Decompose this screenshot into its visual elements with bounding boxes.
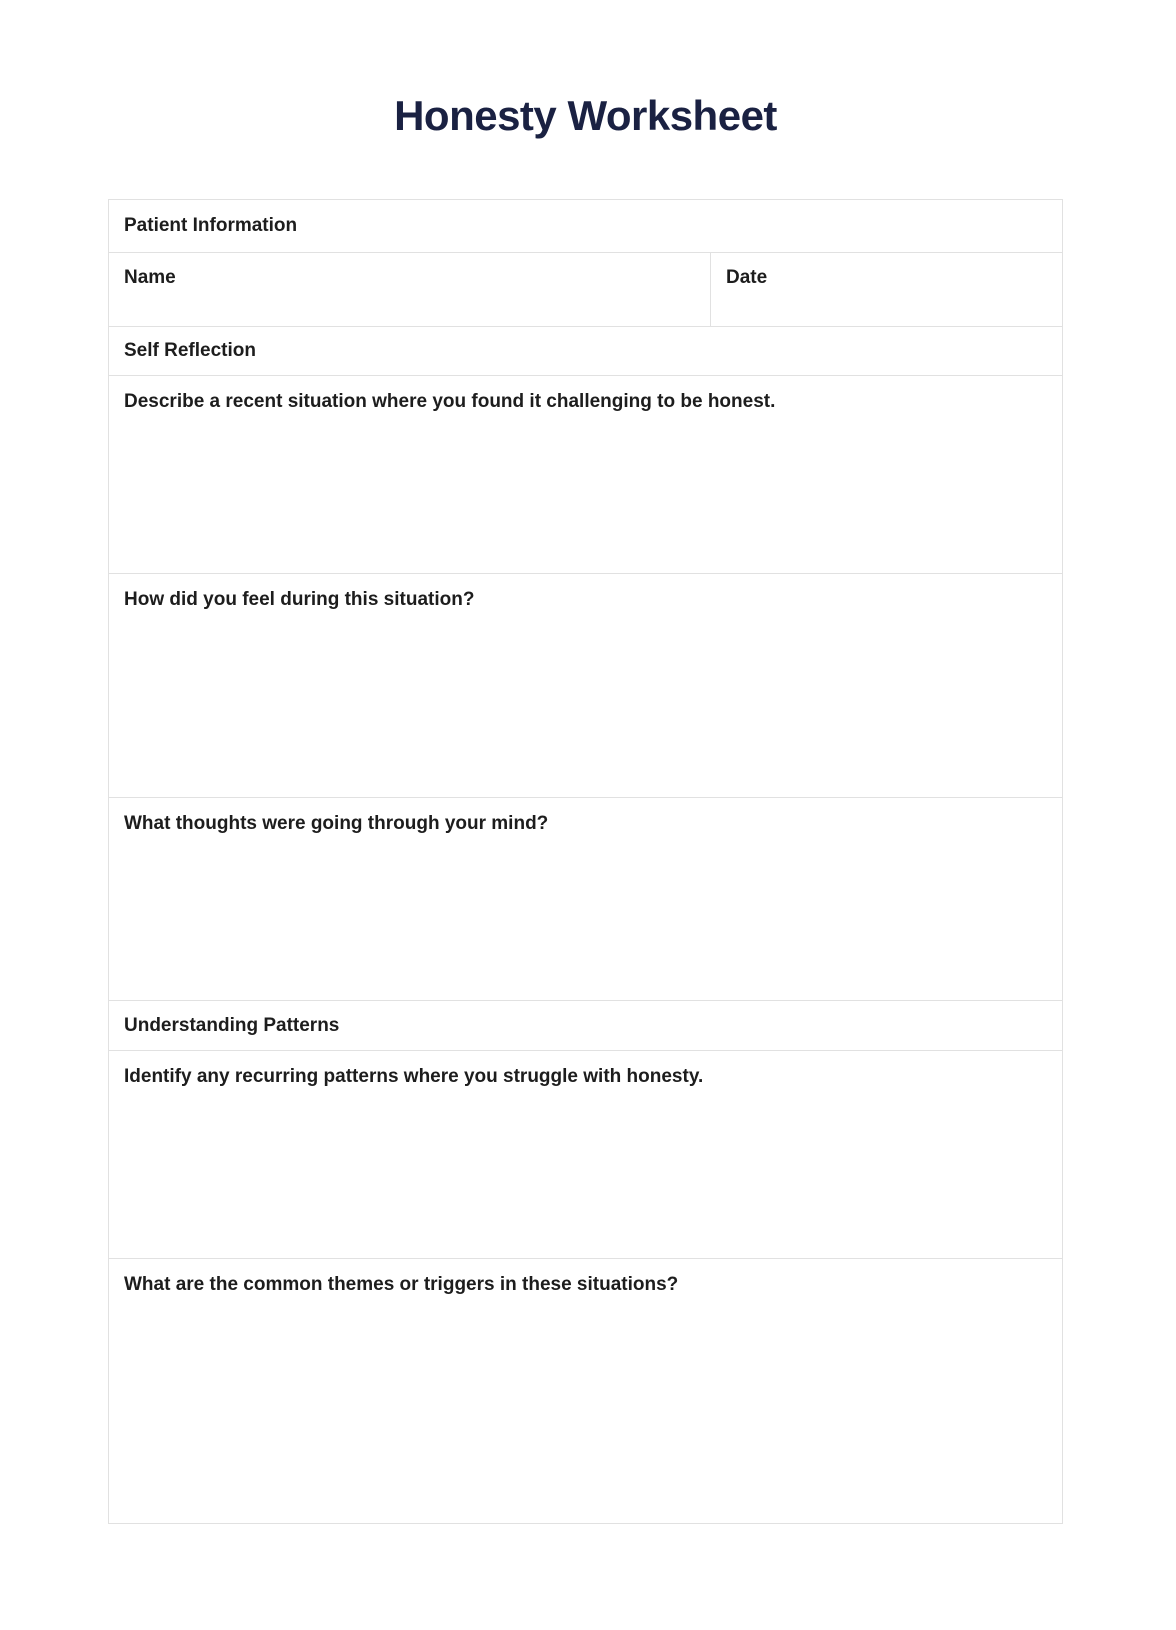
question-text: Identify any recurring patterns where you struggle with honesty. bbox=[124, 1066, 704, 1087]
question-text: Describe a recent situation where you found it challenging to be honest. bbox=[124, 391, 776, 412]
question-row-recent-situation bbox=[109, 375, 1062, 573]
section-header-understanding-patterns-row bbox=[109, 1000, 1062, 1050]
question-row-recurring-patterns bbox=[109, 1050, 1062, 1258]
answer-area-recurring-patterns[interactable] bbox=[124, 1090, 1047, 1258]
section-header-self-reflection-row bbox=[109, 326, 1062, 375]
answer-area-recent-situation[interactable] bbox=[124, 415, 1047, 573]
date-label: Date bbox=[726, 267, 768, 288]
question-text: What are the common themes or triggers in these situations? bbox=[124, 1274, 679, 1295]
date-cell bbox=[711, 253, 1062, 326]
question-text: What thoughts were going through your mind? bbox=[124, 813, 549, 834]
question-row-thoughts bbox=[109, 797, 1062, 1000]
section-header-understanding-patterns: Understanding Patterns bbox=[124, 1014, 340, 1036]
date-input-area[interactable] bbox=[726, 289, 1047, 326]
answer-area-thoughts[interactable] bbox=[124, 837, 1047, 1000]
name-label: Name bbox=[124, 267, 176, 288]
question-row-feelings bbox=[109, 573, 1062, 797]
page-title: Honesty Worksheet bbox=[394, 92, 777, 139]
answer-area-feelings[interactable] bbox=[124, 613, 1047, 797]
patient-information-header: Patient Information bbox=[124, 215, 298, 236]
name-date-row bbox=[109, 252, 1062, 326]
section-header-self-reflection: Self Reflection bbox=[124, 340, 256, 361]
question-row-common-themes bbox=[109, 1258, 1062, 1523]
patient-information-header-row bbox=[109, 200, 1062, 252]
name-cell bbox=[109, 253, 711, 326]
worksheet-table bbox=[108, 199, 1063, 1524]
answer-area-common-themes[interactable] bbox=[124, 1298, 1047, 1523]
question-text: How did you feel during this situation? bbox=[124, 589, 475, 610]
name-input-area[interactable] bbox=[124, 289, 695, 326]
